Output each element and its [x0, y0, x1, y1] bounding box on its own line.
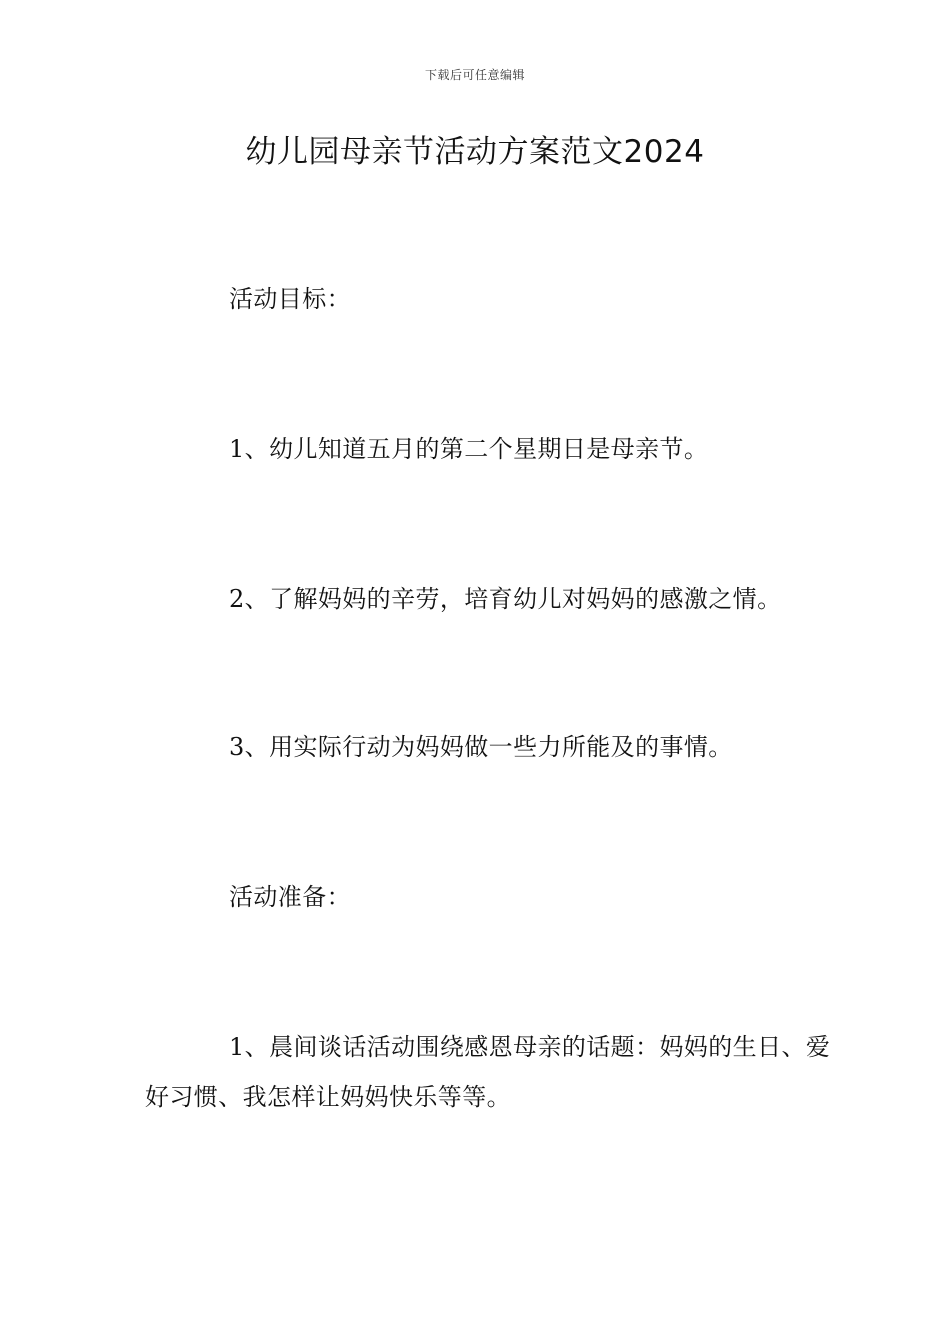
preparation-item-1: 1、晨间谈话活动围绕感恩母亲的话题：妈妈的生日、爱好习惯、我怎样让妈妈快乐等等。: [145, 1033, 831, 1111]
goal-item-2: 2、了解妈妈的辛劳，培育幼儿对妈妈的感激之情。: [229, 585, 782, 613]
section-heading-goals: 活动目标：: [229, 285, 351, 313]
page-header-note: 下载后可任意编辑: [424, 68, 525, 82]
section-heading-preparation: 活动准备：: [229, 883, 351, 911]
goal-item-3: 3、用实际行动为妈妈做一些力所能及的事情。: [229, 733, 733, 761]
goal-item-1: 1、幼儿知道五月的第二个星期日是母亲节。: [229, 435, 709, 463]
document-title: 幼儿园母亲节活动方案范文2024: [245, 134, 705, 170]
